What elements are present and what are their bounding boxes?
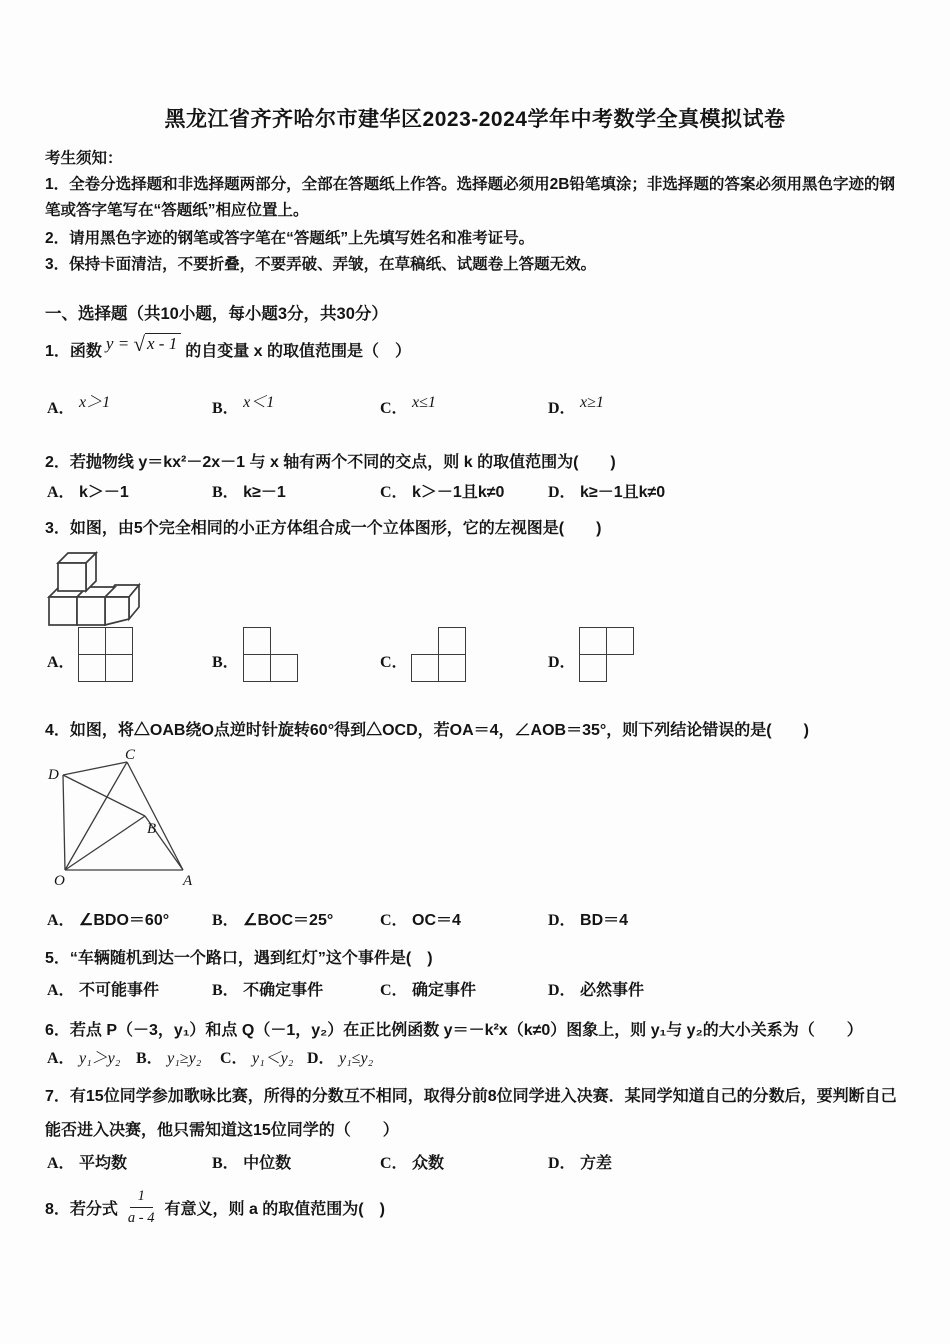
option-b: B． 中位数: [212, 1155, 292, 1172]
option-d: D． BD＝4: [548, 912, 629, 929]
option-d: D． x≥1: [548, 394, 604, 417]
question-1-post: 的自变量 x 的取值范围是（ ）: [185, 343, 411, 360]
option-b-shape: [243, 627, 300, 684]
grid-cell: [579, 654, 607, 682]
option-a: A． ∠BDO＝60°: [47, 912, 170, 929]
grid-cell: [438, 654, 466, 682]
option-a: A． y₁＞y₂: [47, 1050, 121, 1067]
vertex-label-b: B: [147, 821, 157, 837]
question-1-pre: 函数: [69, 343, 102, 360]
notice-item-3: 3．保持卡面清洁，不要折叠，不要弄破、弄皱，在草稿纸、试题卷上答题无效。: [45, 256, 597, 273]
grid-cell: [270, 654, 298, 682]
question-5-options: [0, 977, 950, 1007]
option-b: B． 不确定事件: [212, 982, 324, 999]
question-4-stem: 4．如图，将△OAB绕O点逆时针旋转60°得到△OCD，若OA＝4，∠AOB＝35°，则下列结论错误的是( ): [45, 722, 809, 739]
grid-cell: [438, 627, 466, 655]
sqrt-formula: [106, 327, 181, 361]
question-7-options: [0, 1150, 950, 1180]
question-1-stem: [45, 334, 909, 369]
grid-cell: [78, 627, 106, 655]
vertex-label-c: C: [125, 748, 136, 763]
option-d-shape: [579, 627, 636, 684]
grid-cell: [243, 627, 271, 655]
page-title: 黑龙江省齐齐哈尔市建华区2023-2024学年中考数学全真模拟试卷: [164, 108, 786, 131]
option-a: A． x＞1: [47, 394, 111, 417]
option-c: C． y₁＜y₂: [220, 1050, 294, 1067]
notice-item-1: 1．全卷分选择题和非选择题两部分，全部在答题纸上作答。选择题必须用2B铅笔填涂；非选择题的答案必须用黑色字迹的钢笔或答字笔写在“答题纸”相应位置上。: [45, 176, 895, 219]
question-8-post: 有意义，则 a 的取值范围为( ): [164, 1200, 385, 1218]
option-c: C． 确定事件: [380, 982, 477, 999]
option-a: A． 平均数: [47, 1155, 128, 1172]
rotated-triangle-figure: [45, 748, 210, 888]
option-b: B． x＜1: [212, 394, 275, 417]
question-5-stem: 5．“车辆随机到达一个路口，遇到红灯”这个事件是( ): [45, 950, 433, 967]
option-a-shape: [78, 627, 135, 684]
question-2-options: [0, 479, 950, 509]
question-8-number: 8．: [45, 1200, 70, 1218]
option-b: B． ∠BOC＝25°: [212, 912, 334, 929]
option-d-label: D．: [548, 654, 576, 671]
question-7-stem: 7．有15位同学参加歌咏比赛，所得的分数互不相同，取得分前8位同学进入决赛．某同学知道自己的分数后，要判断自己能否进入决赛，他只需知道这15位同学的（ ）: [45, 1088, 897, 1139]
vertex-label-o: O: [54, 873, 65, 888]
option-c: C． 众数: [380, 1155, 445, 1172]
radicand: x - 1: [145, 333, 181, 353]
option-b: B． y₁≥y₂: [136, 1050, 202, 1067]
question-8-stem: [45, 1183, 909, 1231]
vertex-label-d: D: [48, 767, 59, 783]
grid-cell: [579, 627, 607, 655]
question-3-stem: 3．如图，由5个完全相同的小正方体组合成一个立体图形，它的左视图是( ): [45, 520, 602, 537]
grid-cell: [243, 654, 271, 682]
option-d: D． k≥－1且k≠0: [548, 484, 666, 501]
fraction: [126, 1187, 157, 1228]
grid-cell: [411, 654, 439, 682]
fraction-denominator: a - 4: [127, 1209, 155, 1226]
option-b-label: B．: [212, 654, 239, 671]
grid-cell: [78, 654, 106, 682]
question-1-number: 1．: [45, 343, 70, 360]
notice-item-2: 2．请用黑色字迹的钢笔或答字笔在“答题纸”上先填写姓名和准考证号。: [45, 230, 535, 247]
question-6-stem: 6．若点 P（－3，y₁）和点 Q（－1，y₂）在正比例函数 y＝－k²x（k≠0）图象上，则 y₁与 y₂的大小关系为（ ）: [45, 1022, 863, 1039]
option-a-label: A．: [47, 654, 75, 671]
option-a: A． 不可能事件: [47, 982, 160, 999]
question-8-pre: 若分式: [69, 1200, 118, 1218]
grid-cell: [105, 654, 133, 682]
option-b: B． k≥－1: [212, 484, 286, 501]
option-d: D． 方差: [548, 1155, 613, 1172]
section-1-heading: 一、选择题（共10小题，每小题3分，共30分）: [45, 305, 388, 323]
five-cubes-figure: [45, 545, 141, 627]
notice-heading: 考生须知：: [45, 150, 123, 167]
question-2-stem: 2．若抛物线 y＝kx²－2x－1 与 x 轴有两个不同的交点，则 k 的取值范围为( ): [45, 454, 616, 471]
vertex-label-a: A: [183, 873, 193, 888]
option-c: C． k＞－1且k≠0: [380, 484, 505, 501]
grid-cell: [105, 627, 133, 655]
fraction-numerator: 1: [130, 1187, 153, 1208]
question-6-options: [0, 1045, 950, 1075]
option-a: A． k＞－1: [47, 484, 129, 501]
option-d: D． 必然事件: [548, 982, 645, 999]
option-c: C． OC＝4: [380, 912, 461, 929]
option-d: D． y₁≤y₂: [307, 1050, 374, 1067]
formula-lhs: y =: [105, 334, 130, 353]
option-c-label: C．: [380, 654, 408, 671]
option-c: C． x≤1: [380, 394, 436, 417]
radical-sign: √: [133, 332, 145, 356]
question-1-options: [0, 395, 950, 425]
question-4-options: [0, 907, 950, 937]
grid-cell: [606, 627, 634, 655]
option-c-shape: [411, 627, 468, 684]
